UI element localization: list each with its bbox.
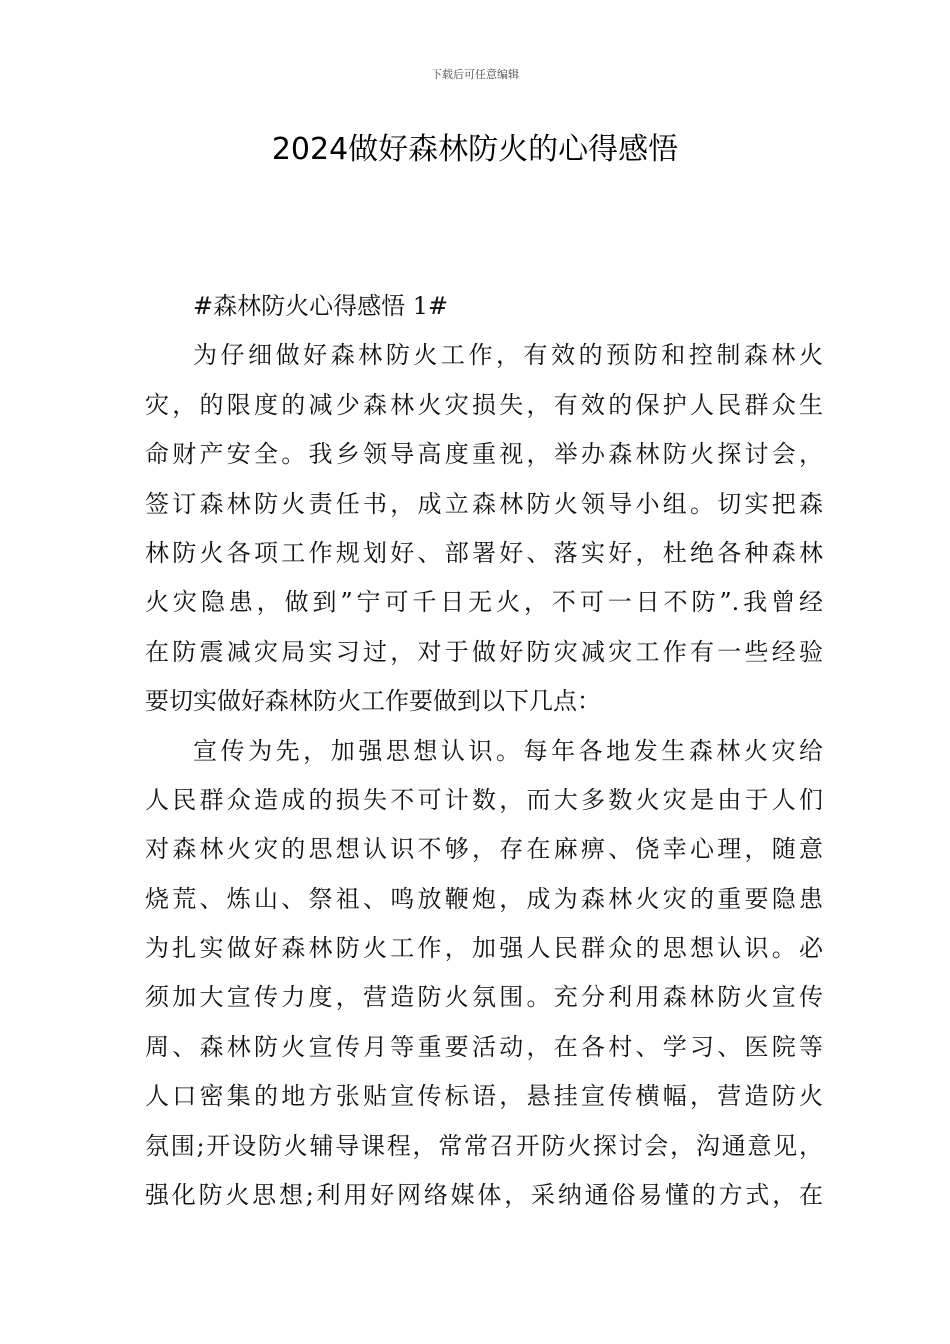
paragraph-2-line-6: 须加大宣传力度，营造防火氛围。充分利用森林防火宣传 [145,983,823,1012]
paragraph-2-line-1: 宣传为先，加强思想认识。每年各地发生森林火灾给 [193,736,823,765]
paragraph-1-line-5: 林防火各项工作规划好、部署好、落实好，杜绝各种森林 [145,538,823,567]
paragraph-1-line-2: 灾，的限度的减少森林火灾损失，有效的保护人民群众生 [145,390,823,419]
paragraph-1-line-1: 为仔细做好森林防火工作，有效的预防和控制森林火 [193,341,823,370]
paragraph-2-line-2: 人民群众造成的损失不可计数，而大多数火灾是由于人们 [145,785,823,814]
header-note: 下载后可任意编辑 [431,68,519,81]
paragraph-1-line-3: 命财产安全。我乡领导高度重视，举办森林防火探讨会， [145,440,823,469]
paragraph-2-line-8: 人口密集的地方张贴宣传标语，悬挂宣传横幅，营造防火 [145,1082,823,1111]
paragraph-2-line-5: 为扎实做好森林防火工作，加强人民群众的思想认识。必 [145,934,823,963]
document-title: 2024做好森林防火的心得感悟 [271,132,679,167]
section-heading: #森林防火心得感悟 1# [193,292,449,320]
paragraph-1-line-6: 火灾隐患，做到”宁可千日无火，不可一日不防”.我曾经 [145,588,823,617]
paragraph-2-line-10: 强化防火思想;利用好网络媒体，采纳通俗易懂的方式，在 [145,1181,823,1210]
paragraph-1-line-8: 要切实做好森林防火工作要做到以下几点： [145,687,601,716]
paragraph-1-line-7: 在防震减灾局实习过，对于做好防灾减灾工作有一些经验 [145,637,823,666]
paragraph-1-line-4: 签订森林防火责任书，成立森林防火领导小组。切实把森 [145,489,823,518]
paragraph-2-line-9: 氛围;开设防火辅导课程，常常召开防火探讨会，沟通意见， [145,1131,823,1160]
paragraph-2-line-4: 烧荒、炼山、祭祖、鸣放鞭炮，成为森林火灾的重要隐患 [145,884,823,913]
paragraph-2-line-7: 周、森林防火宣传月等重要活动，在各村、学习、医院等 [145,1032,823,1061]
document-body [145,282,823,1220]
paragraph-2-line-3: 对森林火灾的思想认识不够，存在麻痹、侥幸心理，随意 [145,835,823,864]
